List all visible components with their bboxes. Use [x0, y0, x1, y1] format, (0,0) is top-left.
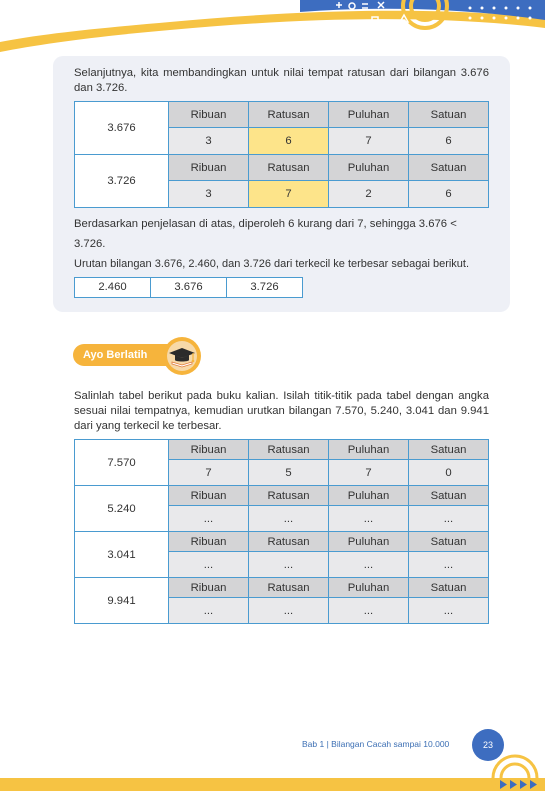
- digit-cell: 2: [329, 181, 409, 208]
- header-ratusan: Ratusan: [249, 578, 329, 598]
- exercise-instruction: Salinlah tabel berikut pada buku kalian. Isilah titik-titik pada tabel dengan angka sesuai nilai tempatnya, kemudian urutkan bilangan 7.570, 5.240, 3.041 dan 9.941 dari yang terkecil ke terbesar.: [74, 390, 489, 432]
- blank-digit-cell: ...: [169, 506, 249, 532]
- header-ribuan: Ribuan: [169, 102, 249, 128]
- header-satuan: Satuan: [409, 532, 489, 552]
- header-ratusan: Ratusan: [249, 102, 329, 128]
- header-puluhan: Puluhan: [329, 532, 409, 552]
- header-ribuan: Ribuan: [169, 440, 249, 460]
- graduation-cap-icon: [162, 336, 202, 376]
- digit-cell-highlight: 6: [249, 128, 329, 155]
- footer-chapter: Bab 1 | Bilangan Cacah sampai 10.000: [302, 739, 450, 749]
- header-ribuan: Ribuan: [169, 578, 249, 598]
- header-ratusan: Ratusan: [249, 440, 329, 460]
- header-ribuan: Ribuan: [169, 155, 249, 181]
- example-number-2: 3.726: [75, 155, 169, 208]
- header-satuan: Satuan: [409, 155, 489, 181]
- header-decoration: [0, 0, 545, 60]
- exercise-number-2: 5.240: [75, 486, 169, 532]
- digit-cell-highlight: 7: [249, 181, 329, 208]
- order-result: [74, 277, 302, 298]
- example-number-1: 3.676: [75, 102, 169, 155]
- blank-digit-cell: ...: [249, 598, 329, 624]
- example-intro: Selanjutnya, kita membandingkan untuk nilai tempat ratusan dari bilangan 3.676 dan 3.726.: [74, 67, 489, 94]
- digit-cell: 0: [409, 460, 489, 486]
- header-puluhan: Puluhan: [329, 155, 409, 181]
- header-ratusan: Ratusan: [249, 155, 329, 181]
- exercise-place-value-table: [74, 439, 489, 624]
- header-puluhan: Puluhan: [329, 486, 409, 506]
- ayo-berlatih-badge: Ayo Berlatih: [73, 344, 181, 366]
- digit-cell: 3: [169, 181, 249, 208]
- digit-cell: 6: [409, 181, 489, 208]
- exercise-number-4: 9.941: [75, 578, 169, 624]
- header-puluhan: Puluhan: [329, 102, 409, 128]
- header-ratusan: Ratusan: [249, 532, 329, 552]
- blank-digit-cell: ...: [169, 552, 249, 578]
- blank-digit-cell: ...: [409, 598, 489, 624]
- exercise-number-1: 7.570: [75, 440, 169, 486]
- page-number: 23: [472, 729, 504, 761]
- header-puluhan: Puluhan: [329, 440, 409, 460]
- exercise-number-3: 3.041: [75, 532, 169, 578]
- footer-decoration: [0, 740, 545, 791]
- order-item: 2.460: [74, 277, 151, 298]
- header-satuan: Satuan: [409, 102, 489, 128]
- order-intro: Urutan bilangan 3.676, 2.460, dan 3.726 dari terkecil ke terbesar sebagai berikut.: [74, 258, 470, 270]
- digit-cell: 6: [409, 128, 489, 155]
- blank-digit-cell: ...: [409, 552, 489, 578]
- header-satuan: Satuan: [409, 486, 489, 506]
- digit-cell: 7: [169, 460, 249, 486]
- header-satuan: Satuan: [409, 440, 489, 460]
- blank-digit-cell: ...: [329, 552, 409, 578]
- header-ratusan: Ratusan: [249, 486, 329, 506]
- digit-cell: 3: [169, 128, 249, 155]
- blank-digit-cell: ...: [409, 506, 489, 532]
- example-place-value-table: [74, 101, 489, 208]
- digit-cell: 7: [329, 460, 409, 486]
- digit-cell: 7: [329, 128, 409, 155]
- order-item: 3.676: [150, 277, 227, 298]
- blank-digit-cell: ...: [329, 598, 409, 624]
- blank-digit-cell: ...: [169, 598, 249, 624]
- header-satuan: Satuan: [409, 578, 489, 598]
- header-puluhan: Puluhan: [329, 578, 409, 598]
- header-ribuan: Ribuan: [169, 532, 249, 552]
- blank-digit-cell: ...: [249, 506, 329, 532]
- digit-cell: 5: [249, 460, 329, 486]
- header-ribuan: Ribuan: [169, 486, 249, 506]
- blank-digit-cell: ...: [329, 506, 409, 532]
- blank-digit-cell: ...: [249, 552, 329, 578]
- order-item: 3.726: [226, 277, 303, 298]
- example-conclusion: Berdasarkan penjelasan di atas, diperoleh 6 kurang dari 7, sehingga 3.676 < 3.726.: [74, 218, 457, 250]
